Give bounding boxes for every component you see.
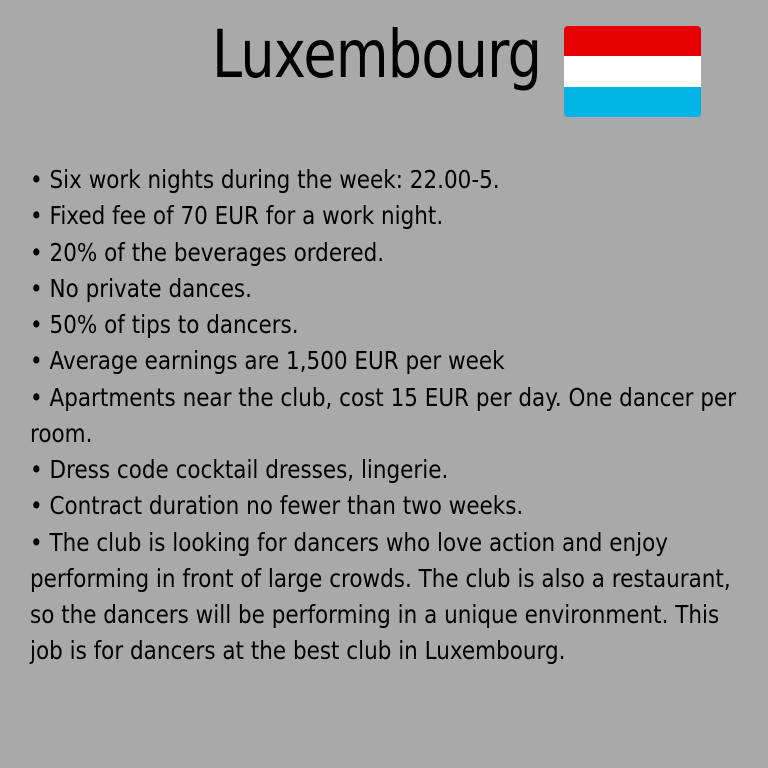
info-item-club-description: • The club is looking for dancers who love action and enjoy performing in front of large crowds. The club is also a restaurant, so the dancers will be performing in a unique environment. This job is for dancers at the best club in Luxembourg. [30,527,731,666]
flag-stripe-white [564,56,701,86]
info-list [30,162,740,670]
luxembourg-flag-icon [564,26,701,117]
info-item-tips: • 50% of tips to dancers. [30,310,299,339]
info-item-apartments: • Apartments near the club, cost 15 EUR per day. One dancer per room. [30,382,737,448]
info-item-contract: • Contract duration no fewer than two weeks. [30,491,524,521]
info-item-private-dances: • No private dances. [30,273,252,303]
info-item-fixed-fee: • Fixed fee of 70 EUR for a work night. [30,201,444,231]
info-item-beverages: • 20% of the beverages ordered. [30,237,385,267]
info-item-earnings: • Average earnings are 1,500 EUR per week [30,346,505,376]
flag-stripe-red [564,26,701,56]
flag-stripe-blue [564,87,701,117]
page-title: Luxembourg [212,16,542,93]
info-item-dress-code: • Dress code cocktail dresses, lingerie. [30,455,449,484]
info-item-work-nights: • Six work nights during the week: 22.00-5. [30,165,500,194]
